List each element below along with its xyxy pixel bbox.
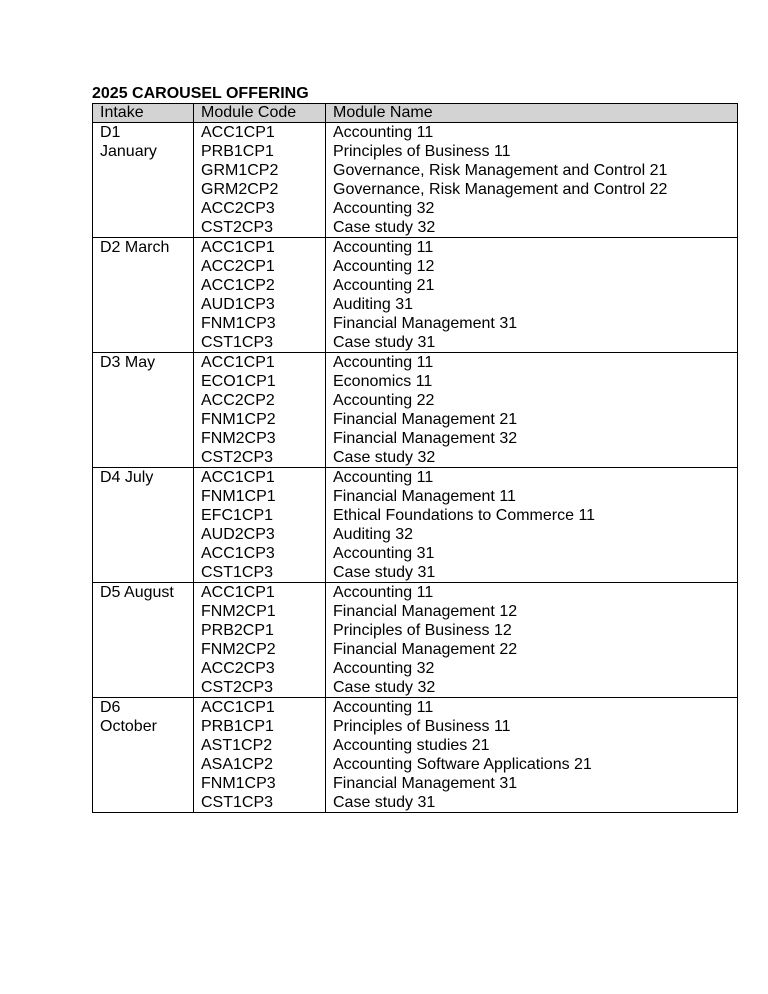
module-code: ACC2CP3 [201,660,275,677]
module-code: CST2CP3 [201,679,274,696]
table-row [93,583,738,698]
module-name-cell [326,353,738,468]
module-name: Case study 31 [333,334,436,351]
module-name: Accounting 32 [333,660,435,677]
header-module-name: Module Name [326,104,738,123]
intake-label: D2 March [100,239,170,256]
module-code: PRB1CP1 [201,143,274,160]
module-name: Case study 31 [333,794,436,811]
intake-cell [93,353,194,468]
table-row [93,238,738,353]
table-row [93,468,738,583]
module-name-cell [326,698,738,813]
module-code: AST1CP2 [201,737,273,754]
module-name: Accounting 11 [333,124,434,141]
module-name: Accounting 11 [333,239,434,256]
module-name: Economics 11 [333,373,433,390]
intake-cell [93,123,194,238]
module-code: ACC1CP3 [201,545,275,562]
module-code: ACC1CP2 [201,277,275,294]
module-code: ACC1CP1 [201,239,275,256]
module-name: Principles of Business 12 [333,622,512,639]
table-row [93,353,738,468]
module-name: Accounting 12 [333,258,435,275]
module-code: FNM2CP1 [201,603,276,620]
module-name: Financial Management 31 [333,315,518,332]
module-code: ASA1CP2 [201,756,274,773]
module-code: FNM1CP3 [201,775,276,792]
table-row [93,123,738,238]
module-name: Accounting Software Applications 21 [333,756,592,773]
intake-label: October [100,718,157,735]
module-name: Financial Management 32 [333,430,518,447]
module-name: Financial Management 21 [333,411,518,428]
module-name: Principles of Business 11 [333,143,511,160]
intake-label: D5 August [100,584,174,601]
intake-cell [93,583,194,698]
module-name: Accounting 11 [333,699,434,716]
intake-label: D1 [100,124,121,141]
intake-label: D3 May [100,354,156,371]
module-code: ACC1CP1 [201,124,275,141]
offering-table [92,103,738,813]
module-code-cell [194,698,326,813]
module-code: FNM1CP3 [201,315,276,332]
intake-cell [93,698,194,813]
module-code-cell [194,583,326,698]
intake-label: January [100,143,157,160]
header-intake: Intake [93,104,194,123]
module-code-cell [194,238,326,353]
module-code: PRB1CP1 [201,718,274,735]
module-name: Financial Management 11 [333,488,516,505]
module-name: Auditing 32 [333,526,414,543]
table-body [93,123,738,813]
module-name: Accounting 32 [333,200,435,217]
module-code: AUD1CP3 [201,296,275,313]
module-code: ACC1CP1 [201,699,275,716]
module-code: ACC1CP1 [201,354,275,371]
document-title: 2025 CAROUSEL OFFERING [92,85,309,102]
module-name: Financial Management 31 [333,775,518,792]
intake-label: D4 July [100,469,154,486]
intake-label: D6 [100,699,121,716]
module-name: Accounting 31 [333,545,435,562]
module-name: Governance, Risk Management and Control 22 [333,181,668,198]
module-code: ACC1CP1 [201,584,275,601]
module-name: Accounting 21 [333,277,435,294]
module-name: Financial Management 12 [333,603,518,620]
module-name-cell [326,583,738,698]
module-name: Auditing 31 [333,296,414,313]
module-code: ACC2CP2 [201,392,275,409]
module-code: FNM2CP3 [201,430,276,447]
module-code: FNM1CP2 [201,411,276,428]
module-name: Accounting 11 [333,469,434,486]
module-code: ACC1CP1 [201,469,275,486]
module-code-cell [194,468,326,583]
intake-cell [93,238,194,353]
document-page [92,84,738,813]
module-name: Case study 32 [333,679,436,696]
module-name: Principles of Business 11 [333,718,511,735]
module-name: Case study 31 [333,564,436,581]
module-code: GRM1CP2 [201,162,279,179]
module-code: CST2CP3 [201,219,274,236]
module-name: Accounting 22 [333,392,435,409]
module-name-cell [326,238,738,353]
module-name: Governance, Risk Management and Control 21 [333,162,668,179]
module-code-cell [194,123,326,238]
module-code: FNM1CP1 [201,488,276,505]
module-code: CST1CP3 [201,334,274,351]
module-code: CST1CP3 [201,794,274,811]
module-name: Accounting 11 [333,584,434,601]
module-name: Case study 32 [333,219,436,236]
module-name: Case study 32 [333,449,436,466]
intake-cell [93,468,194,583]
table-row [93,698,738,813]
module-code: ACC2CP3 [201,200,275,217]
module-code: AUD2CP3 [201,526,275,543]
module-code: CST1CP3 [201,564,274,581]
module-name: Accounting studies 21 [333,737,490,754]
module-code: GRM2CP2 [201,181,279,198]
module-code: FNM2CP2 [201,641,276,658]
module-name-cell [326,468,738,583]
module-code: ACC2CP1 [201,258,275,275]
table-header-row [93,104,738,123]
module-code: EFC1CP1 [201,507,274,524]
module-name: Financial Management 22 [333,641,518,658]
module-code: PRB2CP1 [201,622,274,639]
module-code-cell [194,353,326,468]
module-name-cell [326,123,738,238]
header-module-code: Module Code [194,104,326,123]
module-code: ECO1CP1 [201,373,276,390]
module-code: CST2CP3 [201,449,274,466]
module-name: Ethical Foundations to Commerce 11 [333,507,596,524]
module-name: Accounting 11 [333,354,434,371]
